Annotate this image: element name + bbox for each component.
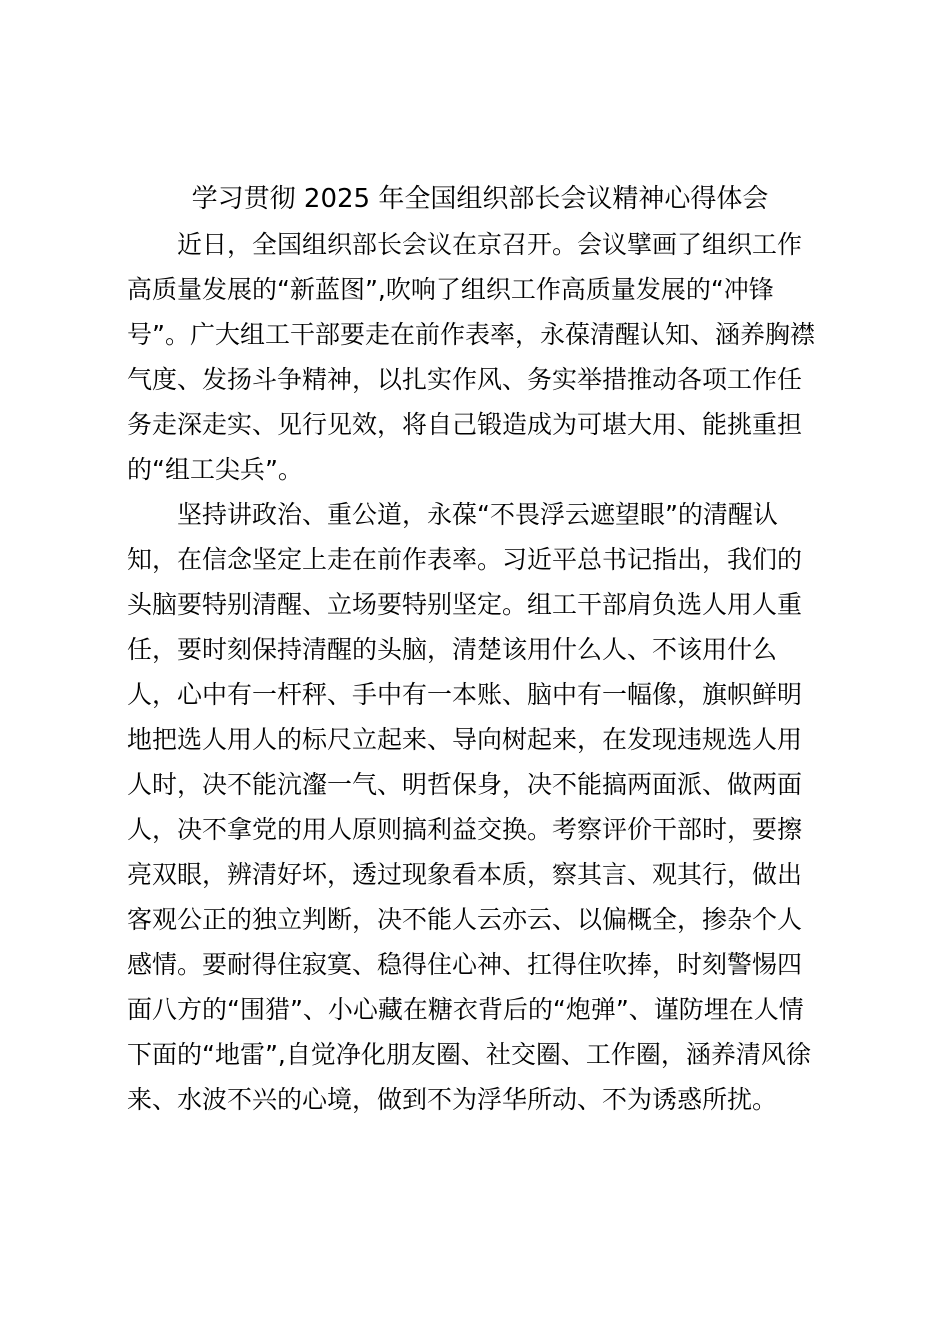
paragraph-line-3: 号”。广大组工干部要走在前作表率，永葆清醒认知、涵养胸襟 <box>127 320 815 349</box>
paragraph-line-9: 头脑要特别清醒、立场要特别坚定。组工干部肩负选人用人重 <box>127 590 803 619</box>
paragraph-line-19: 下面的“地雷”,自觉净化朋友圈、社交圈、工作圈，涵养清风徐 <box>127 1040 811 1069</box>
paragraph-line-5: 务走深走实、见行见效，将自己锻造成为可堪大用、能挑重担 <box>127 410 803 439</box>
paragraph-line-1: 近日，全国组织部长会议在京召开。会议擘画了组织工作 <box>127 230 803 259</box>
paragraph-line-20: 来、水波不兴的心境，做到不为浮华所动、不为诱惑所扰。 <box>127 1085 778 1114</box>
paragraph-line-16: 客观公正的独立判断，决不能人云亦云、以偏概全，掺杂个人 <box>127 905 803 934</box>
document-title: 学习贯彻 2025 年全国组织部长会议精神心得体会 <box>191 184 769 214</box>
paragraph-line-11: 人，心中有一杆秤、手中有一本账、脑中有一幅像，旗帜鲜明 <box>127 680 803 709</box>
paragraph-line-14: 人，决不拿党的用人原则搞利益交换。考察评价干部时，要擦 <box>127 815 803 844</box>
paragraph-line-10: 任，要时刻保持清醒的头脑，清楚该用什么人、不该用什么 <box>127 635 778 664</box>
paragraph-line-2: 高质量发展的“新蓝图”,吹响了组织工作高质量发展的“冲锋 <box>127 275 774 304</box>
paragraph-line-13: 人时，决不能沆瀣一气、明哲保身，决不能搞两面派、做两面 <box>127 770 803 799</box>
paragraph-line-6: 的“组工尖兵”。 <box>127 455 303 484</box>
paragraph-line-18: 面八方的“围猎”、小心藏在糖衣背后的“炮弹”、谨防埋在人情 <box>127 995 804 1024</box>
paragraph-line-17: 感情。要耐得住寂寞、稳得住心神、扛得住吹捧，时刻警惕四 <box>127 950 803 979</box>
paragraph-line-7: 坚持讲政治、重公道，永葆“不畏浮云遮望眼”的清醒认 <box>127 500 778 529</box>
paragraph-line-8: 知，在信念坚定上走在前作表率。习近平总书记指出，我们的 <box>127 545 803 574</box>
paragraph-line-12: 地把选人用人的标尺立起来、导向树起来，在发现违规选人用 <box>127 725 803 754</box>
paragraph-line-15: 亮双眼，辨清好坏，透过现象看本质，察其言、观其行，做出 <box>127 860 803 889</box>
paragraph-line-4: 气度、发扬斗争精神，以扎实作风、务实举措推动各项工作任 <box>127 365 803 394</box>
